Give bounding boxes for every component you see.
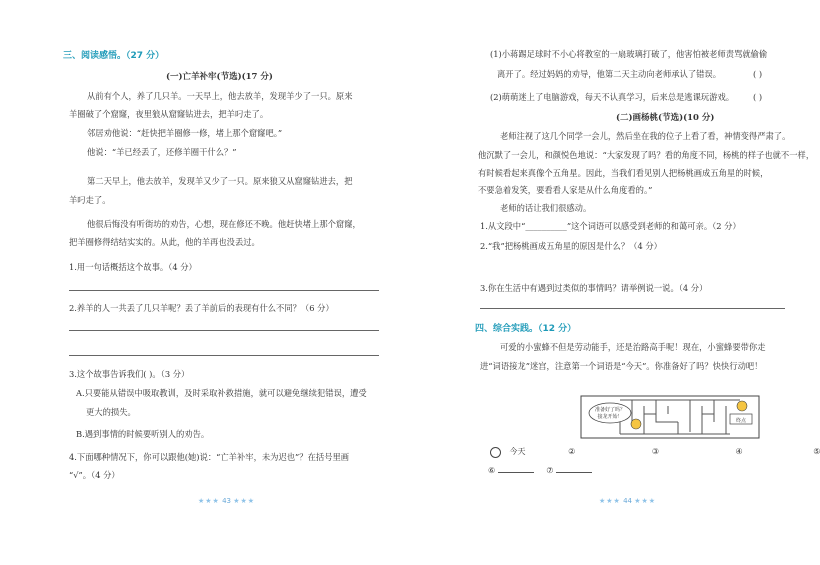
answer-line[interactable] bbox=[69, 355, 379, 356]
star-icon: ★★★ bbox=[599, 497, 621, 505]
answer-blank[interactable] bbox=[556, 472, 592, 473]
q4-item-1-paren[interactable]: ( ) bbox=[753, 69, 763, 79]
answer-blank[interactable] bbox=[498, 472, 534, 473]
passage2-line: 有时候看起来真像个五角星。因此，当我们看见别人把杨桃画成五角星的时候， bbox=[478, 168, 769, 178]
passage1-line: 邻居劝他说：“赶快把羊圈修一修，堵上那个窟窿吧。” bbox=[87, 128, 283, 138]
question-4: 4.下面哪种情况下，你可以跟他(她)说：“亡羊补牢，未为迟也”？在括号里画 bbox=[69, 452, 350, 462]
page-footer-right bbox=[599, 497, 656, 505]
star-icon: ★★★ bbox=[233, 497, 256, 505]
passage1-line: 把羊圈修得结结实实的。从此，他的羊再也没丢过。 bbox=[69, 237, 260, 247]
answer-num: ⑦ bbox=[546, 466, 554, 475]
passage1-line: 他说：“羊已经丢了，还修羊圈干什么？” bbox=[87, 147, 237, 157]
question-2: 2.养羊的人一共丢了几只羊呢？丢了羊前后的表现有什么不同？（6 分） bbox=[69, 303, 334, 313]
q4-item-2: (2)萌萌迷上了电脑游戏，每天不认真学习，后来总是逃课玩游戏。 bbox=[490, 92, 735, 102]
question-3-option-a-cont: 更大的损失。 bbox=[86, 407, 136, 417]
answer-num: ③ bbox=[651, 447, 659, 456]
circle-icon bbox=[490, 447, 501, 458]
page-footer-left bbox=[198, 497, 255, 505]
passage1-title: (一)亡羊补牢(节选)(17 分) bbox=[166, 72, 273, 82]
question-3-option-a: A.只要能从错误中吸取教训，及时采取补救措施，就可以避免继续犯错误，遭受 bbox=[76, 388, 367, 398]
finish-label: 终点 bbox=[735, 418, 747, 424]
answer-line[interactable] bbox=[69, 330, 379, 331]
answer-row-2 bbox=[488, 466, 592, 475]
passage1-line: 羊叼走了。 bbox=[69, 195, 111, 205]
p2-question-2: 2.“我”把杨桃画成五角星的原因是什么？（4 分） bbox=[480, 241, 662, 251]
page-number: 44 bbox=[623, 497, 632, 505]
passage2-title: (二)画杨桃(节选)(10 分) bbox=[616, 113, 715, 123]
question-3: 3.这个故事告诉我们( )。（3 分） bbox=[69, 369, 190, 379]
page-number: 43 bbox=[222, 497, 231, 505]
answer-first-word: 今天 bbox=[509, 447, 526, 456]
passage1-line: 他很后悔没有听街坊的劝告，心想，现在修还不晚。他赶快堵上那个窟窿， bbox=[87, 219, 361, 229]
section3-title: 三、阅读感悟。（27 分） bbox=[63, 51, 165, 61]
passage2-line: 老师的话让我们很感动。 bbox=[500, 203, 592, 213]
passage1-line: 第二天早上，他去放羊，发现羊又少了一只。原来狼又从窟窿钻进去，把 bbox=[87, 176, 353, 186]
question-4-cont: “√”。（4 分） bbox=[69, 470, 120, 480]
answer-num: ⑤ bbox=[813, 447, 820, 456]
passage2-line: 他沉默了一会儿，和颜悦色地说：“大家发现了吗？看的角度不同，杨桃的样子也就不一样， bbox=[478, 150, 815, 160]
question-1: 1.用一句话概括这个故事。（4 分） bbox=[69, 262, 197, 272]
bee-bubble-text: 准备好了吗？ bbox=[594, 407, 626, 413]
section4-title: 四、综合实践。（12 分） bbox=[475, 324, 577, 334]
question-3-option-b: B.遇到事情的时候要听别人的劝告。 bbox=[76, 429, 210, 439]
answer-line[interactable] bbox=[69, 290, 379, 291]
section4-line: 进“词语接龙”迷宫，注意第一个词语是“今天”。你准备好了吗？快快行动吧！ bbox=[480, 361, 763, 371]
p2-question-3: 3.你在生活中有遇到过类似的事情吗？请举例说一说。（4 分） bbox=[480, 283, 708, 293]
q4-item-2-paren[interactable]: ( ) bbox=[753, 92, 763, 102]
star-icon: ★★★ bbox=[634, 497, 657, 505]
q4-item-1: (1)小蒋踢足球时不小心将教室的一扇玻璃打破了，他害怕被老师责骂就偷偷 bbox=[490, 49, 768, 59]
passage1-line: 羊圈破了个窟窿，夜里狼从窟窿钻进去，把羊叼走了。 bbox=[69, 109, 269, 119]
p2-question-1: 1.从文段中“__________”这个词语可以感受到老师的和蔼可亲。（2 分） bbox=[480, 221, 741, 231]
star-icon: ★★★ bbox=[198, 497, 220, 505]
answer-line[interactable] bbox=[480, 308, 785, 309]
passage2-line: 不要急着发笑，要看看人家是从什么角度看的。” bbox=[478, 185, 653, 195]
passage2-line: 老师注视了这几个同学一会儿，然后坐在我的位子上看了看，神情变得严肃了。 bbox=[500, 131, 791, 141]
answer-row-1 bbox=[490, 446, 820, 458]
maze-illustration bbox=[580, 392, 760, 440]
right-page bbox=[400, 0, 820, 565]
bee-bubble-text: 接龙开始！ bbox=[597, 414, 623, 420]
answer-num: ⑥ bbox=[488, 466, 496, 475]
passage1-line: 从前有个人，养了几只羊。一天早上，他去放羊，发现羊少了一只。原来 bbox=[87, 91, 353, 101]
answer-num: ② bbox=[568, 447, 576, 456]
answer-num: ④ bbox=[735, 447, 743, 456]
section4-line: 可爱的小蜜蜂不但是劳动能手，还是治路高手呢！现在，小蜜蜂要带你走 bbox=[500, 342, 766, 352]
q4-item-1-cont: 离开了。经过妈妈的劝导，他第二天主动向老师承认了错误。 bbox=[497, 69, 722, 79]
left-page bbox=[0, 0, 400, 565]
